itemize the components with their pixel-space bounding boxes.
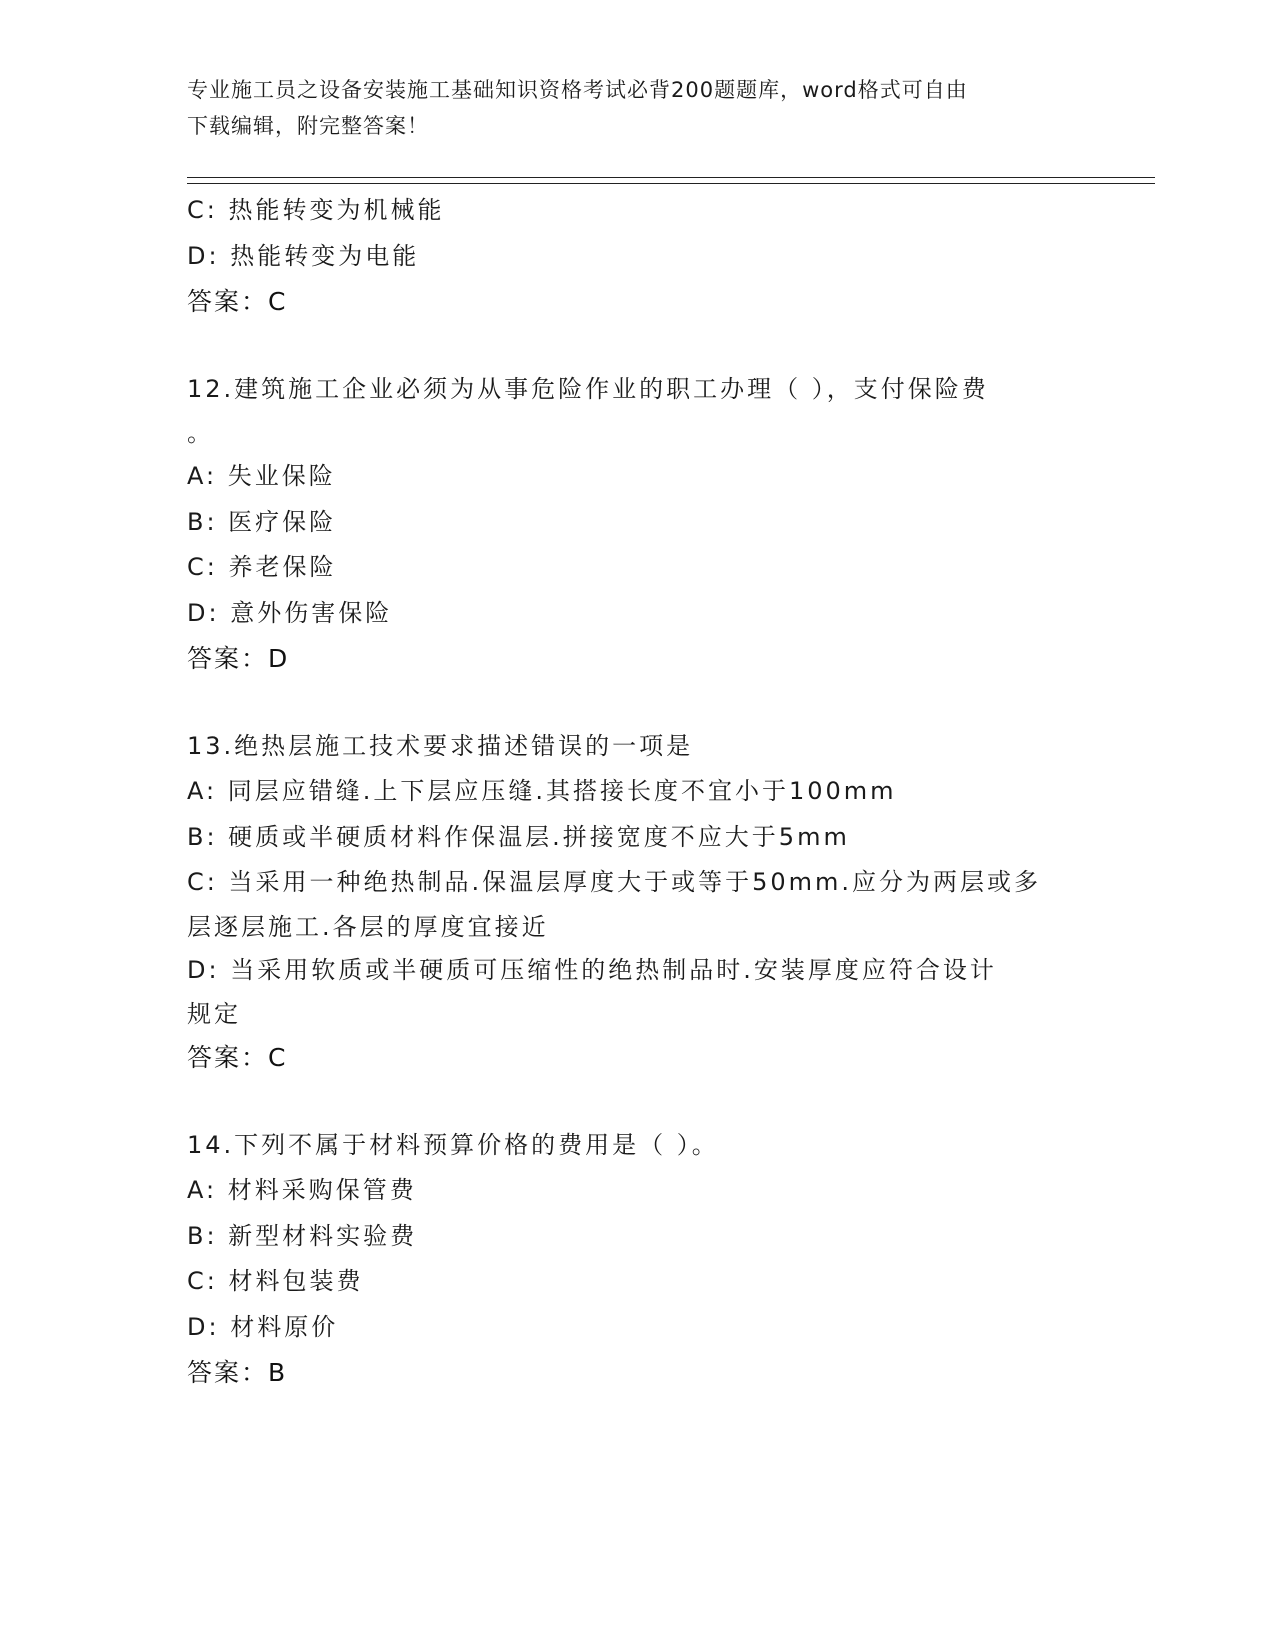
question-12 <box>187 367 1087 682</box>
option-c: C: 养老保险 <box>187 553 337 581</box>
answer: 答案：B <box>187 1358 288 1387</box>
option-b: B: 硬质或半硬质材料作保温层.拼接宽度不应大于5mm <box>187 822 850 851</box>
document-header <box>187 72 1067 144</box>
question-11-tail <box>187 188 1087 325</box>
question-list <box>187 188 1087 1396</box>
header-line-1: 专业施工员之设备安装施工基础知识资格考试必背200题题库，word格式可自由 <box>187 78 968 102</box>
option-c: C: 热能转变为机械能 <box>187 196 445 224</box>
header-line-2: 下载编辑，附完整答案！ <box>187 114 429 138</box>
answer: 答案：C <box>187 287 288 316</box>
question-stem: 14.下列不属于材料预算价格的费用是（ ）。 <box>187 1130 719 1159</box>
question-stem: 13.绝热层施工技术要求描述错误的一项是 <box>187 731 694 760</box>
option-c: C: 材料包装费 <box>187 1267 364 1295</box>
option-a: A: 材料采购保管费 <box>187 1176 417 1204</box>
question-stem-continuation: 。 <box>187 419 214 447</box>
option-a: A: 失业保险 <box>187 462 336 490</box>
option-c: C: 当采用一种绝热制品.保温层厚度大于或等于50mm.应分为两层或多 <box>187 868 1042 896</box>
option-d: D: 当采用软质或半硬质可压缩性的绝热制品时.安装厚度应符合设计 <box>187 955 997 984</box>
option-d: D: 意外伤害保险 <box>187 598 393 627</box>
header-divider-bottom <box>187 183 1155 184</box>
option-b: B: 新型材料实验费 <box>187 1221 418 1250</box>
question-stem: 12.建筑施工企业必须为从事危险作业的职工办理（ ），支付保险费 <box>187 374 989 403</box>
option-b: B: 医疗保险 <box>187 507 337 536</box>
question-14 <box>187 1123 1087 1396</box>
spacer <box>187 1081 1087 1123</box>
option-d: D: 热能转变为电能 <box>187 241 420 270</box>
question-13 <box>187 724 1087 1081</box>
option-c-continuation: 层逐层施工.各层的厚度宜接近 <box>187 912 549 941</box>
option-a: A: 同层应错缝.上下层应压缝.其搭接长度不宜小于100mm <box>187 777 897 805</box>
option-d: D: 材料原价 <box>187 1312 339 1341</box>
answer: 答案：D <box>187 644 290 673</box>
spacer <box>187 325 1087 367</box>
header-divider-top <box>187 177 1155 178</box>
option-d-continuation: 规定 <box>187 1000 241 1028</box>
answer: 答案：C <box>187 1043 288 1072</box>
spacer <box>187 682 1087 724</box>
